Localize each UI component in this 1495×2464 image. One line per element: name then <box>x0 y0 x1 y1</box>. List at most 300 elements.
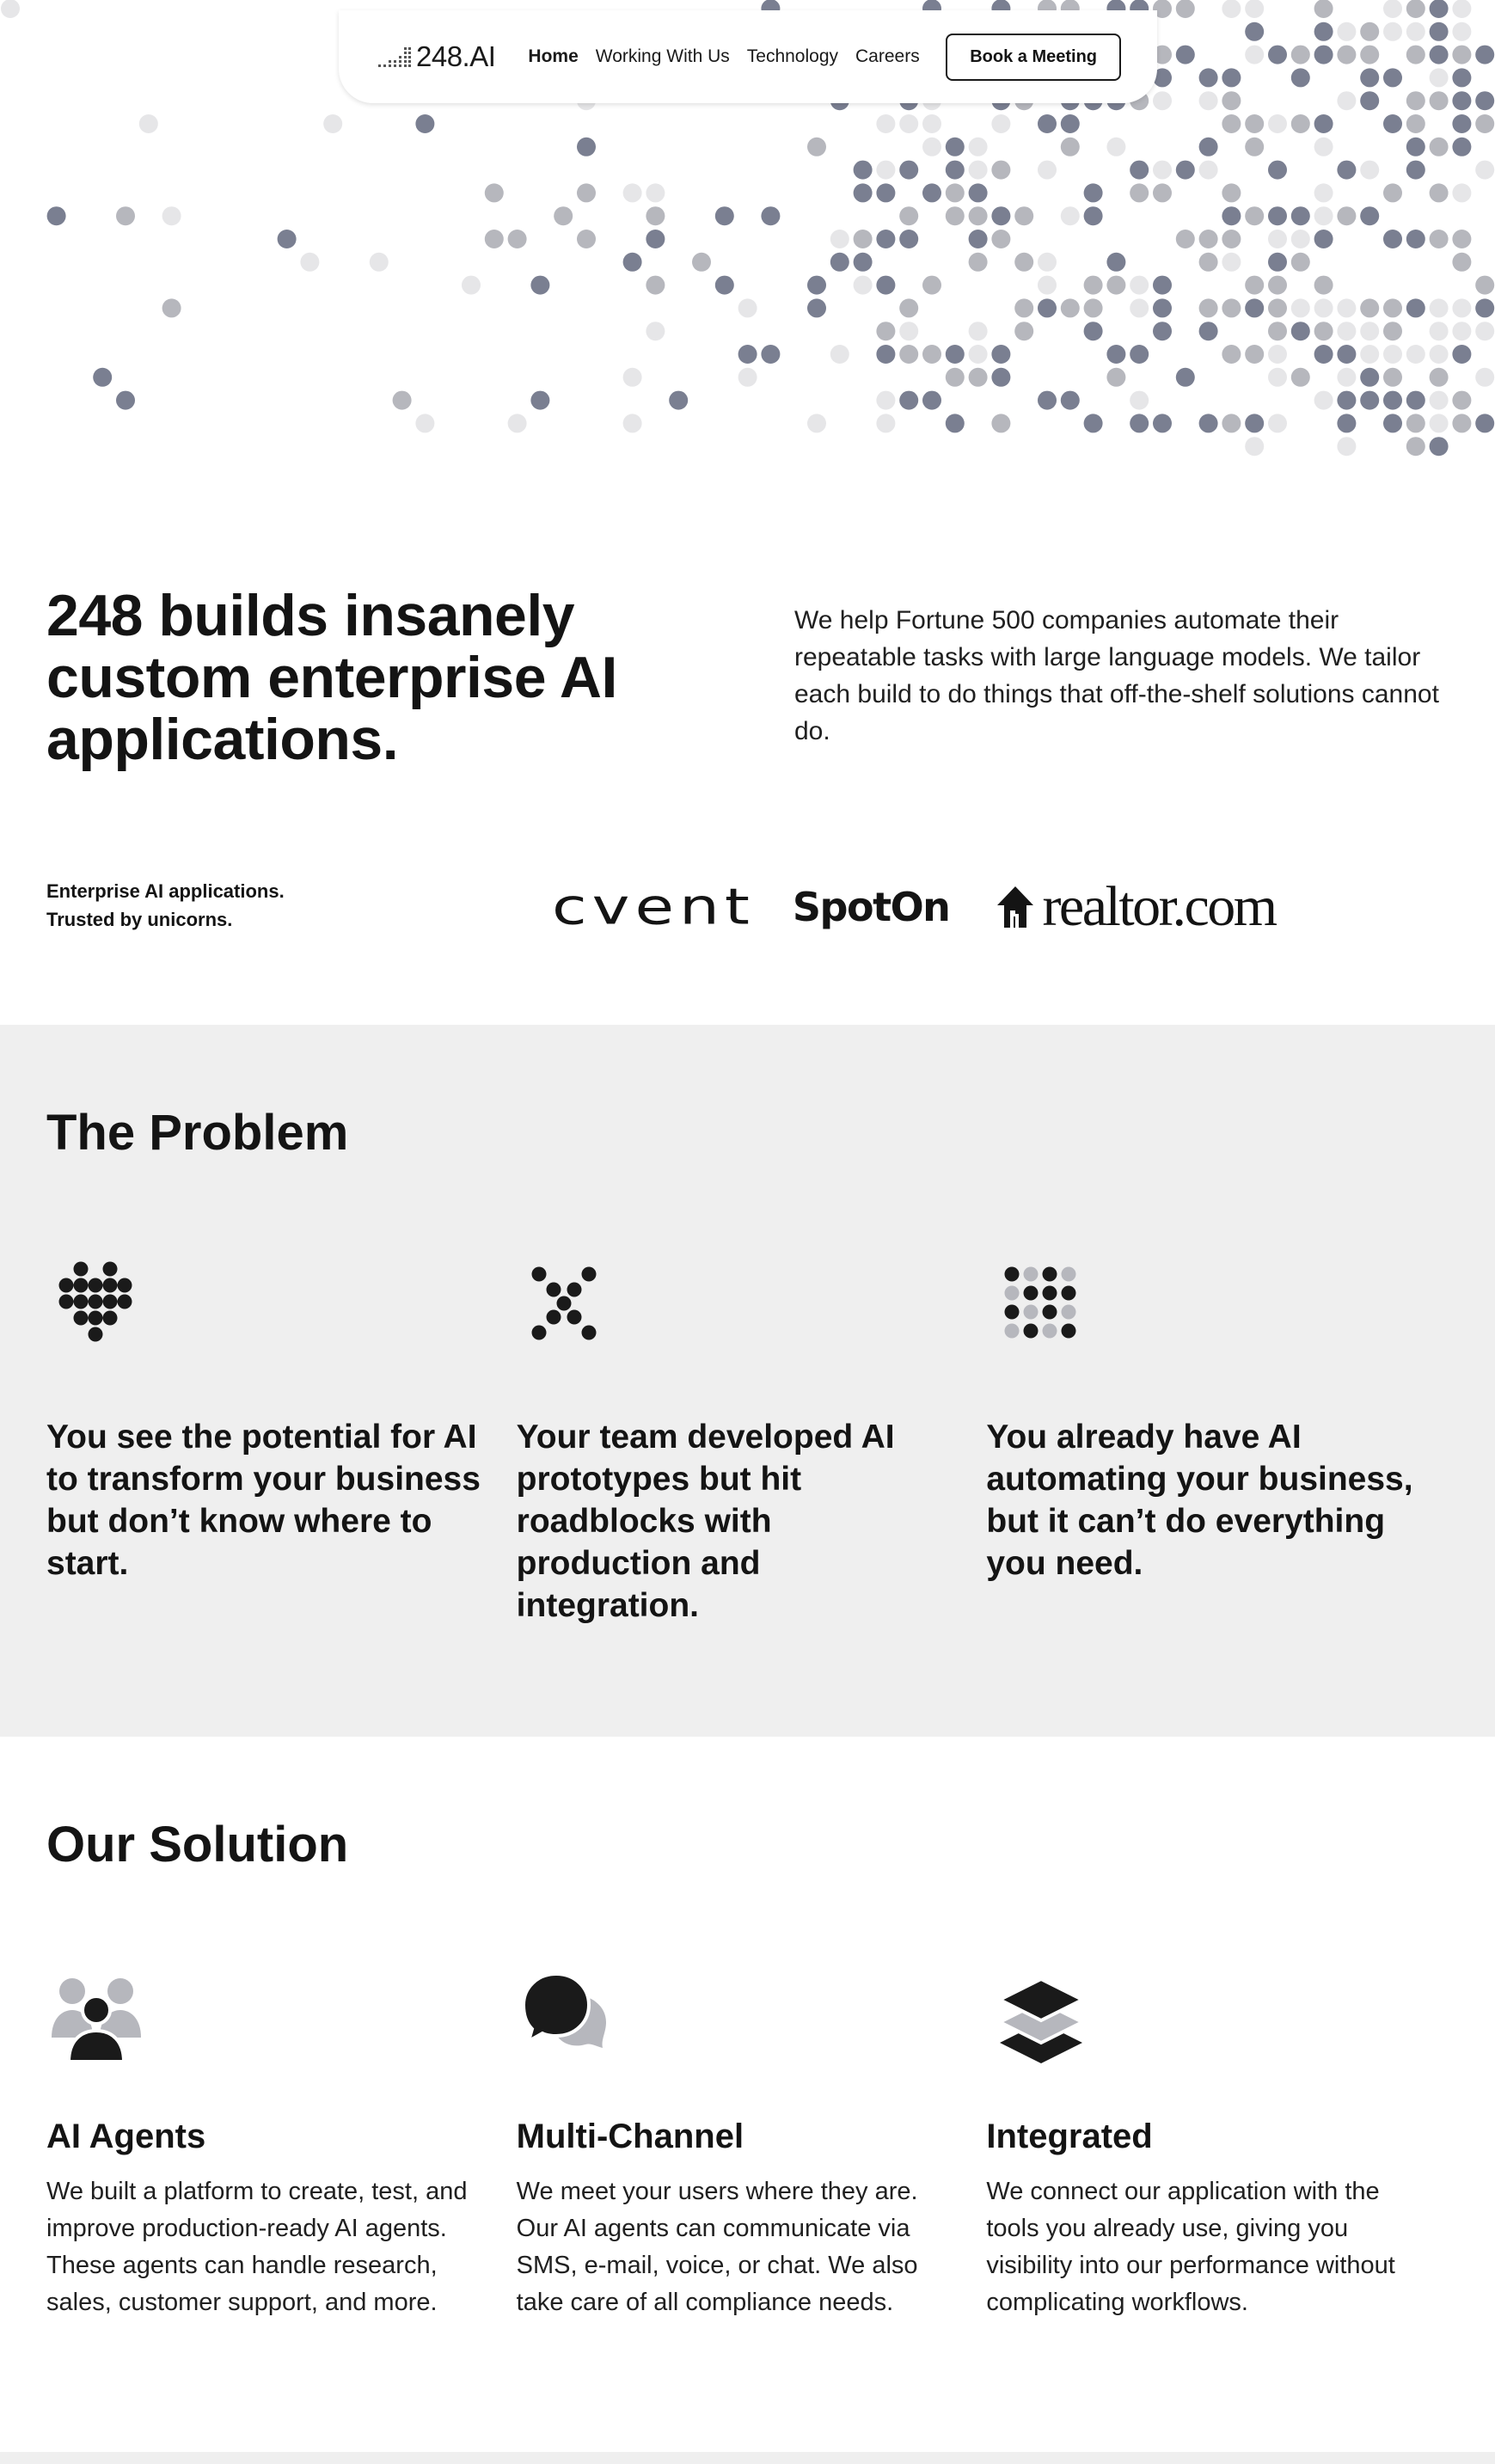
decorative-dot <box>1291 253 1310 272</box>
decorative-dot <box>1199 230 1218 248</box>
decorative-dot <box>1199 298 1218 317</box>
decorative-dot <box>969 206 988 225</box>
decorative-dot <box>1106 276 1125 295</box>
decorative-dot <box>1038 391 1057 410</box>
decorative-dot <box>899 161 918 180</box>
decorative-dot <box>1452 414 1471 432</box>
problem-text-1: You see the potential for AI to transform your business but don’t know where to start. <box>46 1419 481 1582</box>
decorative-dot <box>854 161 873 180</box>
decorative-dot <box>761 206 780 225</box>
decorative-dot <box>946 368 965 387</box>
decorative-dot <box>1475 91 1494 110</box>
decorative-dot <box>1314 183 1333 202</box>
logo-text: 248.AI <box>416 40 496 72</box>
decorative-dot <box>807 298 826 317</box>
trusted-by-text <box>46 877 285 934</box>
decorative-dot <box>1314 345 1333 364</box>
decorative-dot <box>946 206 965 225</box>
decorative-dot <box>323 114 342 133</box>
decorative-dot <box>1084 322 1103 340</box>
decorative-dot <box>1337 22 1356 41</box>
decorative-dot <box>807 138 826 156</box>
decorative-dot <box>508 414 527 432</box>
decorative-dot <box>1268 298 1287 317</box>
decorative-dot <box>485 183 504 202</box>
decorative-dot <box>1430 46 1449 64</box>
decorative-dot <box>1291 114 1310 133</box>
decorative-dot <box>1268 414 1287 432</box>
decorative-dot <box>1291 230 1310 248</box>
decorative-dot <box>393 391 412 410</box>
decorative-dot <box>1268 206 1287 225</box>
decorative-dot <box>1268 253 1287 272</box>
decorative-dot <box>1222 253 1241 272</box>
decorative-dot <box>1222 114 1241 133</box>
decorative-dot <box>1268 345 1287 364</box>
solution-cards <box>46 1962 1456 2321</box>
decorative-dot <box>1014 206 1033 225</box>
decorative-dot <box>462 276 481 295</box>
decorative-dot <box>1084 298 1103 317</box>
decorative-dot <box>1360 368 1379 387</box>
decorative-dot <box>1245 0 1264 18</box>
decorative-dot <box>1406 161 1425 180</box>
decorative-dot <box>1061 138 1080 156</box>
decorative-dot <box>1153 298 1172 317</box>
decorative-dot <box>1314 322 1333 340</box>
decorative-dot <box>1383 345 1402 364</box>
decorative-dot <box>991 114 1010 133</box>
decorative-dot <box>485 230 504 248</box>
decorative-dot <box>969 230 988 248</box>
decorative-dot <box>1084 414 1103 432</box>
decorative-dot <box>1430 22 1449 41</box>
decorative-dot <box>1452 91 1471 110</box>
decorative-dot <box>1245 114 1264 133</box>
decorative-dot <box>1383 22 1402 41</box>
realtor-logo <box>996 874 1275 940</box>
decorative-dot <box>1430 414 1449 432</box>
decorative-dot <box>1360 46 1379 64</box>
decorative-dot <box>278 230 297 248</box>
decorative-dot <box>623 368 642 387</box>
decorative-dot <box>508 230 527 248</box>
cvent-logo: cvent <box>552 878 755 936</box>
decorative-dot <box>1406 345 1425 364</box>
decorative-dot <box>415 114 434 133</box>
decorative-dot <box>1222 345 1241 364</box>
nav-link-working-with-us[interactable]: Working With Us <box>595 46 730 66</box>
decorative-dot <box>738 298 757 317</box>
decorative-dot <box>1245 298 1264 317</box>
decorative-dot <box>876 161 895 180</box>
decorative-dot <box>1452 391 1471 410</box>
decorative-dot <box>807 414 826 432</box>
decorative-dot <box>1337 298 1356 317</box>
decorative-dot <box>1452 322 1471 340</box>
decorative-dot <box>1360 322 1379 340</box>
page-headline: 248 builds insanely custom enterprise AI applications. <box>46 583 617 772</box>
client-logos <box>502 868 1276 946</box>
decorative-dot <box>854 276 873 295</box>
heart-dots-icon <box>46 1255 158 1367</box>
decorative-dot <box>1084 183 1103 202</box>
decorative-dot <box>1475 276 1494 295</box>
problem-text-2: Your team developed AI prototypes but hit roadblocks with production and integration. <box>516 1419 895 1624</box>
decorative-dot <box>922 138 941 156</box>
decorative-dot <box>991 414 1010 432</box>
decorative-dot <box>577 183 596 202</box>
decorative-dot <box>1130 391 1149 410</box>
decorative-dot <box>1199 138 1218 156</box>
decorative-dot <box>1176 230 1195 248</box>
decorative-dot <box>807 276 826 295</box>
solution-card <box>986 1962 1456 2321</box>
decorative-dot <box>1153 183 1172 202</box>
decorative-dot <box>1 0 20 18</box>
solution-card <box>517 1962 987 2321</box>
decorative-dot <box>738 368 757 387</box>
decorative-dot <box>1153 91 1172 110</box>
decorative-dot <box>1314 138 1333 156</box>
decorative-dot <box>761 345 780 364</box>
decorative-dot <box>1383 322 1402 340</box>
problem-card <box>986 1255 1456 1627</box>
decorative-dot <box>1061 298 1080 317</box>
decorative-dot <box>1360 345 1379 364</box>
decorative-dot <box>1452 345 1471 364</box>
decorative-dot <box>530 391 549 410</box>
decorative-dot <box>1452 22 1471 41</box>
decorative-dot <box>1222 91 1241 110</box>
footer-strip <box>0 2452 1495 2464</box>
problem-card <box>517 1255 987 1627</box>
decorative-dot <box>623 253 642 272</box>
decorative-dot <box>899 206 918 225</box>
decorative-dot <box>946 183 965 202</box>
decorative-dot <box>1199 414 1218 432</box>
decorative-dot <box>116 206 135 225</box>
decorative-dot <box>1452 230 1471 248</box>
decorative-dot <box>646 183 665 202</box>
decorative-dot <box>1360 161 1379 180</box>
decorative-dot <box>1383 414 1402 432</box>
decorative-dot <box>1452 253 1471 272</box>
decorative-dot <box>991 161 1010 180</box>
decorative-dot <box>969 322 988 340</box>
decorative-dot <box>1038 161 1057 180</box>
decorative-dot <box>1337 414 1356 432</box>
decorative-dot <box>1360 68 1379 87</box>
decorative-dot <box>116 391 135 410</box>
decorative-dot <box>162 298 181 317</box>
decorative-dot <box>1038 276 1057 295</box>
decorative-dot <box>1268 368 1287 387</box>
decorative-dot <box>1475 46 1494 64</box>
decorative-dot <box>1452 138 1471 156</box>
layers-icon <box>986 1962 1098 2074</box>
decorative-dot <box>1153 414 1172 432</box>
decorative-dot <box>876 114 895 133</box>
decorative-dot <box>646 276 665 295</box>
decorative-dot <box>899 298 918 317</box>
decorative-dot <box>1014 322 1033 340</box>
decorative-dot <box>47 206 66 225</box>
decorative-dot <box>1406 46 1425 64</box>
decorative-dot <box>162 206 181 225</box>
decorative-dot <box>1452 114 1471 133</box>
decorative-dot <box>1199 253 1218 272</box>
decorative-dot <box>1268 46 1287 64</box>
decorative-dot <box>991 230 1010 248</box>
decorative-dot <box>922 276 941 295</box>
decorative-dot <box>1360 391 1379 410</box>
decorative-dot <box>991 206 1010 225</box>
decorative-dot <box>1406 230 1425 248</box>
decorative-dot <box>1360 206 1379 225</box>
solution-text-integrated: We connect our application with the tools you already use, giving you visibility into our performance without complicating workflows. <box>986 2178 1395 2316</box>
grid-dots-icon <box>986 1255 1098 1367</box>
decorative-dot <box>1291 322 1310 340</box>
decorative-dot <box>1383 0 1402 18</box>
decorative-dot <box>1291 368 1310 387</box>
decorative-dot <box>1337 91 1356 110</box>
decorative-dot <box>876 391 895 410</box>
nav-link-home[interactable]: Home <box>528 46 579 66</box>
decorative-dot <box>1430 183 1449 202</box>
decorative-dot <box>1337 206 1356 225</box>
decorative-dot <box>1153 322 1172 340</box>
decorative-dot <box>854 253 873 272</box>
decorative-dot <box>1383 114 1402 133</box>
decorative-dot <box>577 230 596 248</box>
decorative-dot <box>1337 46 1356 64</box>
decorative-dot <box>1245 276 1264 295</box>
decorative-dot <box>1430 391 1449 410</box>
decorative-dot <box>646 230 665 248</box>
decorative-dot <box>946 161 965 180</box>
trusted-line-2: Trusted by unicorns. <box>46 909 233 930</box>
decorative-dot <box>922 183 941 202</box>
decorative-dot <box>1337 322 1356 340</box>
decorative-dot <box>1475 114 1494 133</box>
decorative-dot <box>876 322 895 340</box>
decorative-dot <box>1406 0 1425 18</box>
decorative-dot <box>1383 230 1402 248</box>
decorative-dot <box>1222 414 1241 432</box>
decorative-dot <box>876 230 895 248</box>
hero-section <box>0 0 1495 481</box>
decorative-dot <box>876 183 895 202</box>
decorative-dot <box>1130 298 1149 317</box>
decorative-dot <box>1245 138 1264 156</box>
problem-card <box>46 1255 517 1627</box>
decorative-dot <box>1222 0 1241 18</box>
decorative-dot <box>1061 206 1080 225</box>
decorative-dot <box>669 391 688 410</box>
decorative-dot <box>415 414 434 432</box>
decorative-dot <box>1337 368 1356 387</box>
decorative-dot <box>1291 68 1310 87</box>
decorative-dot <box>1222 298 1241 317</box>
decorative-dot <box>946 414 965 432</box>
decorative-dot <box>1337 161 1356 180</box>
decorative-dot <box>1314 276 1333 295</box>
solution-text-multichannel: We meet your users where they are. Our AI agents can communicate via SMS, e-mail, voice, or chat. We also take care of all compliance needs. <box>516 2178 918 2316</box>
problem-cards <box>46 1255 1456 1627</box>
decorative-dot <box>1383 368 1402 387</box>
decorative-dot <box>1291 298 1310 317</box>
decorative-dot <box>1268 161 1287 180</box>
solution-section <box>0 1737 1495 2450</box>
decorative-dot <box>991 345 1010 364</box>
decorative-dot <box>1430 0 1449 18</box>
decorative-dot <box>969 161 988 180</box>
decorative-dot <box>1245 345 1264 364</box>
decorative-dot <box>1360 298 1379 317</box>
realtor-wordmark: realtor.com <box>1042 875 1276 938</box>
decorative-dot <box>1406 91 1425 110</box>
decorative-dot <box>1199 68 1218 87</box>
logo[interactable] <box>378 40 495 73</box>
logo-mark-icon <box>378 44 413 70</box>
decorative-dot <box>1314 391 1333 410</box>
decorative-dot <box>93 368 112 387</box>
decorative-dot <box>1106 345 1125 364</box>
book-meeting-button[interactable]: Book a Meeting <box>946 34 1121 81</box>
decorative-dot <box>1106 253 1125 272</box>
decorative-dot <box>530 276 549 295</box>
decorative-dot <box>1014 298 1033 317</box>
decorative-dot <box>1406 414 1425 432</box>
decorative-dot <box>1245 437 1264 456</box>
spoton-logo: SpotOn <box>792 884 950 930</box>
decorative-dot <box>1176 0 1195 18</box>
decorative-dot <box>1337 345 1356 364</box>
realtor-house-icon <box>996 885 1035 929</box>
decorative-dot <box>969 345 988 364</box>
decorative-dot <box>1430 68 1449 87</box>
decorative-dot <box>899 391 918 410</box>
problem-title: The Problem <box>46 1105 349 1161</box>
decorative-dot <box>1475 368 1494 387</box>
decorative-dot <box>1383 68 1402 87</box>
decorative-dot <box>1061 114 1080 133</box>
decorative-dot <box>1337 391 1356 410</box>
decorative-dot <box>1430 368 1449 387</box>
decorative-dot <box>1222 68 1241 87</box>
decorative-dot <box>1038 114 1057 133</box>
nav-link-careers[interactable]: Careers <box>855 46 920 66</box>
decorative-dot <box>969 138 988 156</box>
decorative-dot <box>876 276 895 295</box>
decorative-dot <box>1222 183 1241 202</box>
decorative-dot <box>969 368 988 387</box>
decorative-dot <box>1084 206 1103 225</box>
decorative-dot <box>1383 183 1402 202</box>
chat-bubbles-icon <box>517 1962 628 2074</box>
decorative-dot <box>1452 183 1471 202</box>
decorative-dot <box>830 345 849 364</box>
x-dots-icon <box>517 1255 628 1367</box>
decorative-dot <box>1153 161 1172 180</box>
decorative-dot <box>1406 138 1425 156</box>
decorative-dot <box>1314 0 1333 18</box>
decorative-dot <box>300 253 319 272</box>
decorative-dot <box>646 322 665 340</box>
decorative-dot <box>1475 298 1494 317</box>
decorative-dot <box>1406 298 1425 317</box>
decorative-dot <box>922 114 941 133</box>
decorative-dot <box>854 183 873 202</box>
decorative-dot <box>1406 114 1425 133</box>
nav-link-technology[interactable]: Technology <box>746 46 839 66</box>
decorative-dot <box>1430 437 1449 456</box>
decorative-dot <box>1314 298 1333 317</box>
decorative-dot <box>946 345 965 364</box>
decorative-dot <box>1383 391 1402 410</box>
decorative-dot <box>1314 206 1333 225</box>
decorative-dot <box>623 183 642 202</box>
decorative-dot <box>1314 114 1333 133</box>
decorative-dot <box>854 230 873 248</box>
decorative-dot <box>830 230 849 248</box>
decorative-dot <box>139 114 158 133</box>
decorative-dot <box>1475 161 1494 180</box>
decorative-dot <box>1130 161 1149 180</box>
decorative-dot <box>1245 206 1264 225</box>
decorative-dot <box>1452 0 1471 18</box>
people-icon <box>46 1962 158 2074</box>
decorative-dot <box>1360 91 1379 110</box>
decorative-dot <box>1430 345 1449 364</box>
decorative-dot <box>1106 138 1125 156</box>
problem-text-3: You already have AI automating your business, but it can’t do everything you need. <box>986 1419 1413 1582</box>
problem-section <box>0 1025 1495 1737</box>
decorative-dot <box>1130 183 1149 202</box>
decorative-dot <box>715 206 734 225</box>
decorative-dot <box>1452 298 1471 317</box>
decorative-dot <box>1130 276 1149 295</box>
decorative-dot <box>922 391 941 410</box>
decorative-dot <box>1222 206 1241 225</box>
decorative-dot <box>1337 437 1356 456</box>
decorative-dot <box>1430 230 1449 248</box>
trusted-by-section <box>46 868 1456 946</box>
decorative-dot <box>1430 322 1449 340</box>
decorative-dot <box>738 345 757 364</box>
decorative-dot <box>1176 46 1195 64</box>
decorative-dot <box>969 253 988 272</box>
decorative-dot <box>1130 345 1149 364</box>
decorative-dot <box>1176 161 1195 180</box>
decorative-dot <box>1130 414 1149 432</box>
decorative-dot <box>1430 138 1449 156</box>
top-navigation <box>339 10 1157 103</box>
decorative-dot <box>1199 161 1218 180</box>
nav-links <box>528 46 946 67</box>
decorative-dot <box>1314 46 1333 64</box>
solution-title: Our Solution <box>46 1817 349 1873</box>
decorative-dot <box>1084 276 1103 295</box>
decorative-dot <box>1106 368 1125 387</box>
decorative-dot <box>646 206 665 225</box>
decorative-dot <box>1452 68 1471 87</box>
solution-text-agents: We built a platform to create, test, and improve production-ready AI agents. These agents can handle research, sales, customer support, and more. <box>46 2178 468 2316</box>
solution-card <box>46 1962 517 2321</box>
solution-title-integrated: Integrated <box>986 2118 1153 2155</box>
decorative-dot <box>1452 46 1471 64</box>
